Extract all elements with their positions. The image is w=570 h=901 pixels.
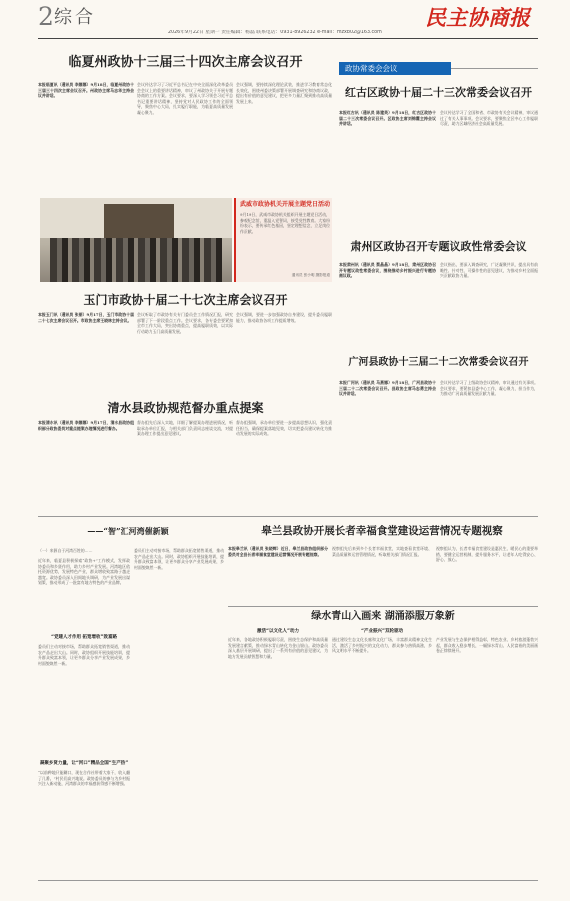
a5-col2: 督办组先后深入实地，详细了解提案办理进展情况，听取承办单位汇报，与相关部门负责同志座谈交流，对提案办理工作提出意见建议。 [137, 420, 233, 437]
a6-col2: 会议传达学习了上级政协会议精神，审议通过有关事项。会议要求，要紧扣县委中心工作，凝心聚力，担当作为，为推动广河高质量发展贡献力量。 [440, 380, 538, 397]
headline-guanghe: 广河县政协十三届二十二次常委会议召开 [348, 357, 529, 368]
a8-col1 [228, 546, 328, 604]
brand-logo: 民主协商报 [425, 5, 530, 30]
a7-sub2: 凝聚乡贤力量，让“河口”精品全国“生产热” [39, 761, 129, 766]
a8-lead: 本报皋兰讯（通讯员 张晓辉）近日，皋兰县政协组织部分委员对全县长者幸福食堂建设运营情况开展专题视察。 [228, 546, 328, 557]
a5-col1 [38, 420, 134, 512]
a7-sub1: “党建人才作用 拓宽增收”致富路 [51, 635, 117, 640]
a9-rule [228, 606, 538, 607]
page-number: 2 [38, 2, 54, 31]
headline-qingshui: 清水县政协规范督办重点提案 [107, 401, 264, 415]
a1-col3: 会议强调，要持续深化理论武装，推进学习教育常态化长效化，围绕州委决策部署开展调查研究和协商议政，提出有价值的意见建议，把更多力量汇聚到推动高质量发展上来。 [236, 82, 332, 104]
headline-yumen: 玉门市政协十届二十七次主席会议召开 [83, 293, 288, 307]
a9-col2: 通过建设生态文化长廊和文化广场，丰富群众精神文化生活，激活了乡村振兴的文化动力，群众参与热情高涨，乡风文明水平不断提升。 [332, 637, 432, 654]
a7-col1: 近年来，临夏县积极探索“政协+”工作模式，发挥政协委员和乡贤作用，助力乡村产业发展。河湾地区依托资源优势，发展特色产业，群众增收致富路子越走越宽。政协委员深入田间地头调研，为产业发展出谋划策，推动形成了一批富有地方特色的产业品牌。 [38, 558, 130, 586]
a1-lead: 本报临夏讯（通讯员 李娜娜）9月18日，临夏州政协十三届三十四次主席会议召开。州政协主席马志华主持会议并讲话。 [38, 82, 134, 99]
footer-rule [38, 880, 538, 881]
headline-lvshui: 绿水青山入画来 湖涌添服万象新 [311, 611, 455, 622]
a7-col4: 委员们主动对接市场，帮助群众拓宽销售渠道，推动农产品走出大山。同时，政协组织开展技能培训，提升群众致富本领，让更多群众分享产业发展成果，乡村面貌焕然一新。 [134, 548, 224, 570]
masthead-info: 2026年9月22日 星期一 责任编辑：杨磊 联系电话：0931-8926232 e-mail：mzxb02@163.com [168, 30, 382, 35]
a6-col1 [339, 380, 436, 510]
a7-kicker: ——“智”汇河湾催新颖 [87, 526, 169, 536]
a3-lead: 本报玉门讯（通讯员 张丽）9月17日，玉门市政协十届二十七次主席会议召开。市政协主席王晓林主持会议。 [38, 312, 134, 323]
a8-col3: 视察组认为，长者幸福食堂建设是惠民生、暖民心的重要举措，要健全运营机制，提升服务水平，让老年人吃得安心、舒心、放心。 [436, 546, 538, 563]
section-tag-label: 政协常委会会议 [345, 64, 398, 73]
a6-lead: 本报广河讯（通讯员 马燕娜）9月18日，广河县政协十三届二十二次常委会议召开。县政协主席马志勇主持会议并讲话。 [339, 380, 436, 397]
a2-col1 [339, 110, 436, 232]
section-tag [339, 62, 451, 75]
a7-col3: “以前种地只能糊口，现在合作社带着大家干，收入翻了几番。”村民们高兴地说。政协委员的参与为乡村振兴注入新动能，河湾群众的幸福感获得感不断增强。 [38, 770, 130, 787]
a2-lead: 本报红古讯（通讯员 陈建英）9月18日，红古区政协十届二十三次常委会议召开。区政协主席刘锦霞主持会议并讲话。 [339, 110, 436, 127]
headline-linxia: 临夏州政协十三届三十四次主席会议召开 [68, 55, 303, 70]
exhibit-display [104, 204, 174, 238]
masthead [0, 0, 570, 36]
headline-honggu: 红古区政协十届二十三次常委会议召开 [345, 86, 532, 99]
a1-col2: 会议传达学习了习近平总书记在中央全面深化改革委员会会议上的重要讲话精神，审议了州政协关于开展专题协商的工作方案。会议要求，要深入学习领会习近平总书记重要讲话精神，坚持党对人民政协工作的全面领导，聚焦中心大局，扎实履行职能，为临夏高质量发展凝心聚力。 [137, 82, 233, 115]
a9-sub2: “产业振兴”双轮驱动 [361, 629, 403, 634]
a8-col2: 视察组先后来到多个长者幸福食堂，实地查看食堂环境、菜品质量和运营管理情况，听取相关部门情况汇报。 [332, 546, 432, 557]
a3-col3: 会议强调，要进一步加强政协自身建设，提升委员履职能力，推动政协各项工作提质增效。 [236, 312, 332, 323]
a5-col3: 督办组强调，承办单位要进一步提高思想认识，强化责任担当，确保提案落地见效，切实把委员建议转化为推动发展的实际成效。 [236, 420, 332, 437]
headline-suzhou: 肃州区政协召开专题议政性常委会议 [350, 240, 527, 253]
exhibit-note: 9月19日，武威市政协机关组织开展主题党日活动，参观纪念馆，重温入党誓词，接受党性教育。大家纷纷表示，要传承红色基因，坚定理想信念，立足岗位作贡献。 [240, 212, 330, 234]
tag-rule [451, 68, 538, 69]
a7-lead: （一）来源自于河湾百姓的…… [38, 548, 93, 553]
exhibit-byline: 通讯员 张小明 摄影报道 [291, 273, 330, 277]
a9-col1: 近年来，各地政协积极履职尽责，围绕生态保护和高质量发展建言献策，推动绿水青山转化为金山银山。政协委员深入基层开展调研，提出了一系列有价值的意见建议，为地方发展贡献智慧和力量。 [228, 637, 328, 659]
masthead-rule [38, 38, 538, 39]
section-divider [38, 516, 538, 517]
a3-col1 [38, 312, 134, 392]
section-name: 综合 [54, 7, 96, 28]
exhibit-photo [40, 198, 232, 282]
a4-col2: 会议指出，要深入调查研究，广泛凝聚共识，提出具有前瞻性、针对性、可操作性的意见建议，为推动乡村全面振兴贡献政协力量。 [440, 262, 538, 279]
a4-col1 [339, 262, 436, 350]
exhibit-sidebar [234, 198, 332, 282]
a9-col3: 产业发展与生态保护相得益彰，特色农业、乡村旅游蓬勃兴起，群众收入稳步增长，一幅绿水青山、人民富裕的美丽画卷正徐徐展开。 [436, 637, 538, 654]
a9-sub1: 激活“以文化人”动力 [257, 629, 299, 634]
headline-gaolan: 皋兰县政协开展长者幸福食堂建设运营情况专题视察 [261, 525, 503, 537]
a7-col2: 委员们主动对接市场，帮助群众拓宽销售渠道，推动农产品走出大山。同时，政协组织开展技能培训，提升群众致富本领，让更多群众分享产业发展成果，乡村面貌焕然一新。 [38, 644, 130, 666]
a1-col1 [38, 82, 134, 194]
a5-lead: 本报清水讯（通讯员 李娜娜）9月17日，清水县政协组织部分政协委员对重点提案办理情况进行督办。 [38, 420, 134, 431]
exhibit-people [50, 238, 222, 282]
exhibit-caption: 武威市政协机关开展主题党日活动 [240, 201, 331, 208]
a4-lead: 本报肃州讯（通讯员 蔡晶晶）9月18日，肃州区政协召开专题议政性常委会议，围绕推动乡村振兴进行专题协商议政。 [339, 262, 436, 279]
a2-col2: 会议传达学习了全国和省、市政协有关会议精神，审议通过了有关人事事项。会议要求，要聚焦全区中心工作履职尽责，助力区域经济社会高质量发展。 [440, 110, 538, 127]
a3-col2: 会议听取了市政协有关专门委员会工作情况汇报，研究部署了下一阶段重点工作。会议要求，各专委会要紧扣全市工作大局，突出协商重点，提高履职质效，以实际行动助力玉门高质量发展。 [137, 312, 233, 334]
